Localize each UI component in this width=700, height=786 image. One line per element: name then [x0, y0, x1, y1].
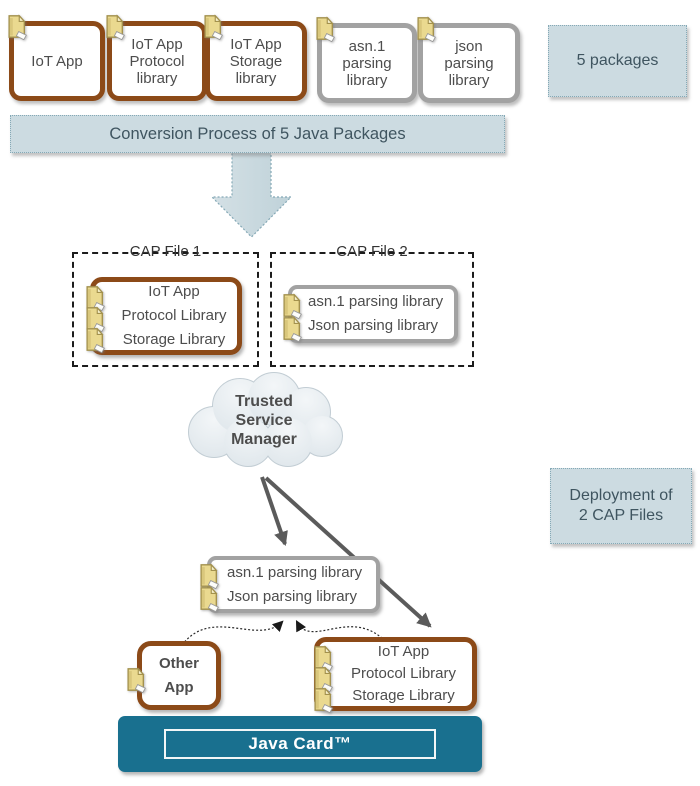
- deployment-badge: [550, 468, 692, 544]
- conversion-banner-label: Conversion Process of 5 Java Packages: [109, 125, 406, 143]
- folder-icon: [4, 13, 30, 40]
- tsm-label: Trusted Service Manager: [231, 393, 297, 448]
- deployed-library-item: Json parsing library: [227, 587, 358, 605]
- deployed-library-item: asn.1 parsing library: [227, 563, 363, 581]
- java-card-frame: [164, 729, 436, 759]
- folder-icon: [279, 315, 305, 342]
- package-box-storage-library: [205, 21, 307, 101]
- folder-icon: [123, 666, 149, 693]
- cap-file-1-group: [72, 243, 259, 367]
- folder-icon: [82, 326, 108, 353]
- down-block-arrow: [211, 150, 293, 240]
- deployed-libraries-box: [207, 556, 380, 613]
- cap-file-2-group: [270, 243, 474, 367]
- folder-icon: [196, 585, 222, 612]
- other-app-box: [137, 641, 221, 710]
- folder-icon: [413, 15, 439, 42]
- folder-icon: [312, 15, 338, 42]
- java-card-label: Java Card™: [248, 734, 352, 753]
- package-label: IoT App: [31, 52, 83, 70]
- cap-file-2-item: Json parsing library: [308, 317, 439, 334]
- packages-count-label: 5 packages: [576, 52, 659, 69]
- deployed-app-item: IoT App: [377, 643, 430, 660]
- deployed-app-item: Protocol Library: [350, 665, 457, 682]
- cap-file-1-item: Storage Library: [122, 331, 226, 348]
- packages-count-badge: [548, 25, 687, 97]
- other-app-label: App: [164, 678, 194, 696]
- folder-icon: [310, 686, 336, 713]
- package-box-json-parsing-library: [418, 23, 520, 103]
- package-label: json parsing library: [444, 37, 494, 89]
- conversion-banner: [10, 115, 505, 153]
- package-label: IoT App Storage library: [229, 35, 283, 87]
- other-app-label: Other: [158, 654, 199, 672]
- deployment-label: Deployment of 2 CAP Files: [569, 487, 673, 524]
- folder-icon: [102, 13, 128, 40]
- package-box-asn1-parsing-library: [317, 23, 417, 103]
- cap-file-2-box: [288, 285, 458, 343]
- cap-file-1-item: IoT App: [148, 283, 200, 300]
- package-box-iot-app: [9, 21, 105, 101]
- trusted-service-manager-cloud: [176, 368, 352, 472]
- deployed-app-box: [314, 637, 477, 711]
- cap-file-2-item: asn.1 parsing library: [308, 293, 444, 310]
- java-card-bar: [118, 716, 482, 772]
- arrow-tsm-to-libraries: [262, 477, 285, 544]
- cap-file-2-title: CAP File 2: [336, 243, 408, 260]
- cap-file-1-box: [90, 277, 242, 355]
- cap-file-1-title: CAP File 1: [129, 243, 202, 260]
- package-box-protocol-library: [107, 21, 207, 101]
- cap-file-1-item: Protocol Library: [121, 307, 227, 324]
- package-label: asn.1 parsing library: [342, 37, 392, 89]
- folder-icon: [200, 13, 226, 40]
- package-label: IoT App Protocol library: [129, 35, 185, 87]
- deployed-app-item: Storage Library: [352, 687, 455, 704]
